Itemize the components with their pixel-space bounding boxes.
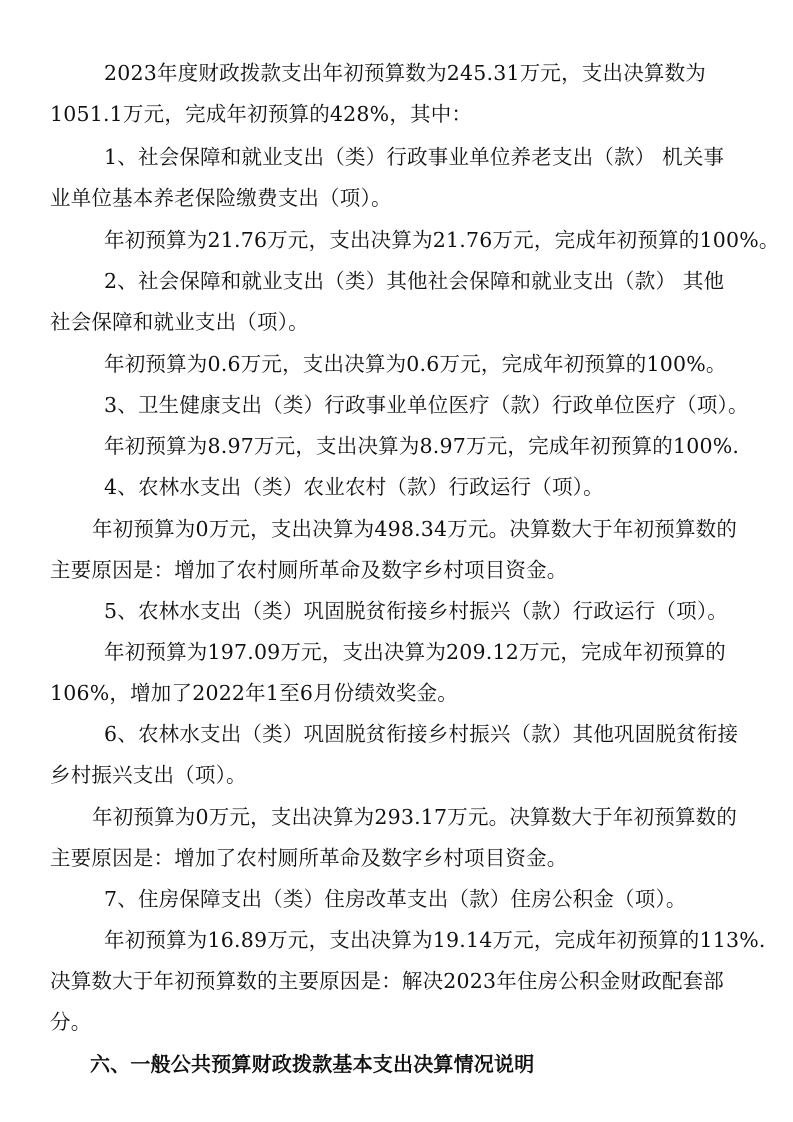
paragraph-line: 2、社会保障和就业支出（类）其他社会保障和就业支出（款） 其他 xyxy=(104,269,725,293)
paragraph-line: 分。 xyxy=(50,1010,92,1034)
paragraph-line: 年初预算为0万元，支出决算为498.34万元。决算数大于年初预算数的 xyxy=(92,517,738,541)
paragraph-line: 年初预算为8.97万元，支出决算为8.97万元，完成年初预算的100%. xyxy=(104,434,740,458)
paragraph-line: 106%，增加了2022年1至6月份绩效奖金。 xyxy=(50,681,458,705)
paragraph-line: 主要原因是：增加了农村厕所革命及数字乡村项目资金。 xyxy=(50,846,568,870)
paragraph-line: 1、社会保障和就业支出（类）行政事业单位养老支出（款） 机关事 xyxy=(104,145,725,169)
paragraph-line: 年初预算为197.09万元，支出决算为209.12万元，完成年初预算的 xyxy=(104,640,726,664)
paragraph-line: 乡村振兴支出（项）。 xyxy=(50,763,247,787)
paragraph-line: 主要原因是：增加了农村厕所革命及数字乡村项目资金。 xyxy=(50,558,568,582)
paragraph-line: 年初预算为0万元，支出决算为293.17万元。决算数大于年初预算数的 xyxy=(92,805,738,829)
paragraph-line: 决算数大于年初预算数的主要原因是：解决2023年住房公积金财政配套部 xyxy=(50,969,724,993)
paragraph-line: 6、农林水支出（类）巩固脱贫衔接乡村振兴（款）其他巩固脱贫衔接 xyxy=(104,722,739,746)
section-heading: 六、一般公共预算财政拨款基本支出决算情况说明 xyxy=(90,1052,535,1076)
paragraph-line: 年初预算为21.76万元，支出决算为21.76万元，完成年初预算的100%。 xyxy=(104,228,780,252)
paragraph-line: 5、农林水支出（类）巩固脱贫衔接乡村振兴（款）行政运行（项）。 xyxy=(104,599,728,623)
paragraph-line: 社会保障和就业支出（项）。 xyxy=(50,310,309,334)
paragraph-line: 年初预算为0.6万元，支出决算为0.6万元，完成年初预算的100%。 xyxy=(104,352,727,376)
paragraph-line: 1051.1万元，完成年初预算的428%，其中： xyxy=(50,102,473,126)
paragraph-line: 2023年度财政拨款支出年初预算数为245.31万元，支出决算数为 xyxy=(104,61,706,85)
paragraph-line: 业单位基本养老保险缴费支出（项）。 xyxy=(50,186,392,210)
paragraph-line: 7、住房保障支出（类）住房改革支出（款）住房公积金（项）。 xyxy=(104,887,687,911)
paragraph-line: 4、农林水支出（类）农业农村（款）行政运行（项）。 xyxy=(104,475,604,499)
paragraph-line: 年初预算为16.89万元，支出决算为19.14万元，完成年初预算的113%. xyxy=(104,928,766,952)
paragraph-line: 3、卫生健康支出（类）行政事业单位医疗（款）行政单位医疗（项）。 xyxy=(104,393,749,417)
